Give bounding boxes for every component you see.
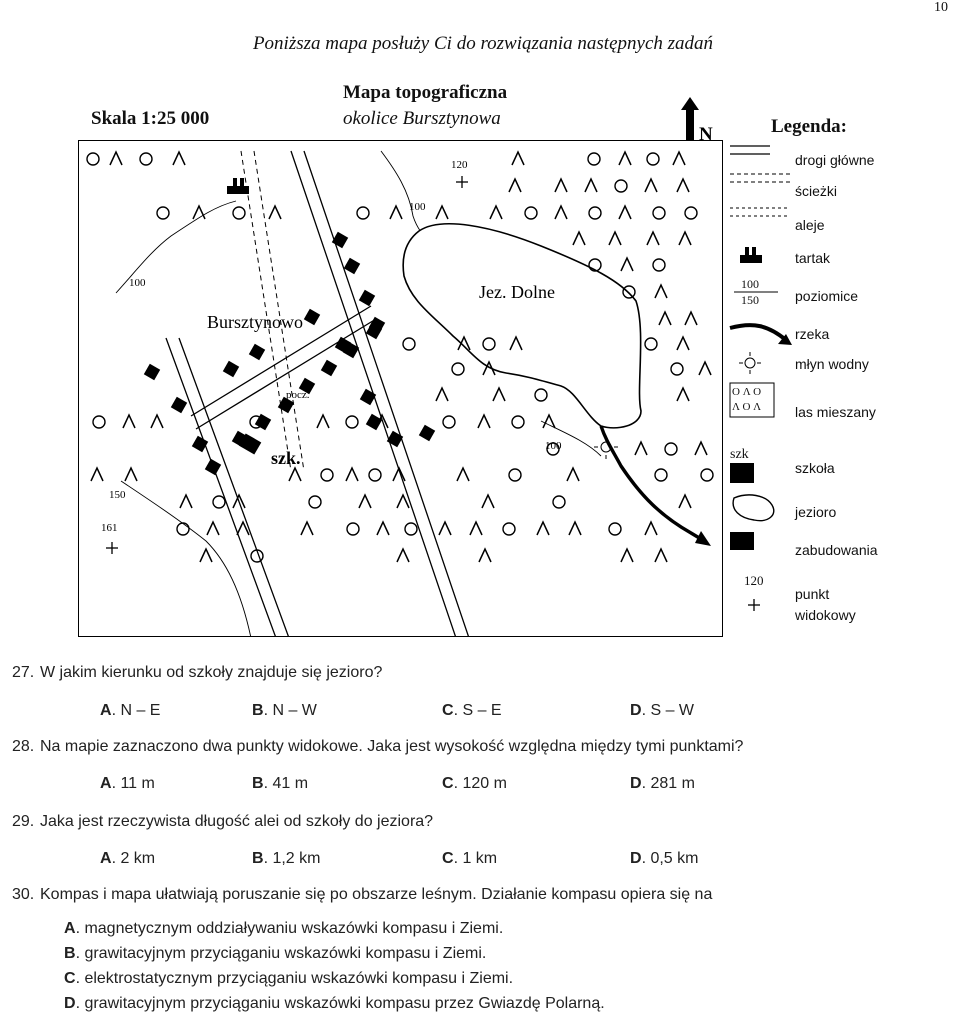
legend-school-abbr: szk [730, 447, 749, 462]
north-arrow-icon [677, 95, 721, 143]
option-28-c: C. 120 m [442, 775, 507, 792]
map-scale: Skala 1:25 000 [91, 108, 210, 129]
legend-alleys: aleje [795, 217, 825, 233]
legend-viewpoint-height: 120 [744, 573, 764, 588]
option-28-a: A. 11 m [100, 775, 155, 792]
legend-forest-sample: O Λ O Λ O Λ [732, 386, 762, 413]
map-legend [728, 140, 960, 640]
legend-water-mill: młyn wodny [795, 356, 869, 372]
legend-roads: drogi główne [795, 152, 875, 168]
legend-river: rzeka [795, 326, 830, 342]
intro-text: Poniższa mapa posłuży Ci do rozwiązania następnych zadań [252, 33, 714, 54]
contour-label-100-west: 100 [129, 277, 146, 289]
legend-lake: jezioro [795, 504, 837, 520]
contour-label-100-south: 100 [545, 440, 562, 452]
option-29-c: C. 1 km [442, 850, 498, 867]
town-label: Bursztynowo [207, 312, 303, 332]
option-27-b: B. N – W [252, 702, 317, 719]
contour-lines [116, 151, 601, 637]
legend-buildings: zabudowania [795, 542, 878, 558]
legend-viewpoint-line1: punkt [795, 586, 830, 602]
legend-contour-values: 100 150 [741, 277, 759, 307]
option-29-a: A. 2 km [100, 850, 156, 867]
viewpoint-height-161: 161 [101, 522, 118, 534]
question-29-number: 29. [12, 813, 35, 830]
legend-mixed-forest: las mieszany [795, 404, 876, 420]
option-27-d: D. S – W [630, 702, 695, 719]
option-28-b: B. 41 m [252, 775, 309, 792]
legend-school: szkoła [795, 460, 835, 476]
question-29-text: Jaka jest rzeczywista długość alei od szkoły do jeziora? [40, 813, 434, 830]
contour-label-100-north: 100 [409, 201, 426, 213]
page-number: 10 [934, 0, 948, 15]
question-27-text: W jakim kierunku od szkoły znajduje się jezioro? [40, 664, 383, 681]
option-29-b: B. 1,2 km [252, 850, 321, 867]
legend-paths: ścieżki [795, 183, 838, 199]
viewpoint-height-120: 120 [451, 159, 468, 171]
building-blocks [144, 232, 435, 475]
legend-title: Legenda: [771, 116, 847, 137]
post-office-label: pocz. [286, 389, 310, 401]
map-title: Mapa topograficzna [343, 82, 508, 103]
option-28-d: D. 281 m [630, 775, 695, 792]
option-27-a: A. N – E [100, 702, 161, 719]
main-roads [166, 151, 469, 637]
topographic-map [78, 140, 723, 637]
option-29-d: D. 0,5 km [630, 850, 699, 867]
question-27-number: 27. [12, 664, 35, 681]
legend-contours: poziomice [795, 288, 859, 304]
option-30-c: C. elektrostatycznym przyciąganiu wskazówki kompasu i Ziemi. [64, 970, 514, 987]
contour-label-150: 150 [109, 489, 126, 501]
option-30-d: D. grawitacyjnym przyciąganiu wskazówki kompasu przez Gwiazdę Polarną. [64, 995, 605, 1012]
lake-label: Jez. Dolne [479, 282, 555, 302]
question-28-number: 28. [12, 738, 35, 755]
lake-outline [403, 224, 641, 428]
option-27-c: C. S – E [442, 702, 502, 719]
option-30-a: A. magnetycznym oddziaływaniu wskazówki kompasu i Ziemi. [64, 920, 504, 937]
option-30-b: B. grawitacyjnym przyciąganiu wskazówki kompasu i Ziemi. [64, 945, 487, 962]
question-30-text: Kompas i mapa ułatwiają poruszanie się po obszarze leśnym. Działanie kompasu opiera się na [40, 886, 713, 903]
north-label: N [699, 124, 713, 143]
legend-sawmill: tartak [795, 250, 831, 266]
question-28-text: Na mapie zaznaczono dwa punkty widokowe. Jaka jest wysokość względna między tymi punktami? [40, 738, 744, 755]
question-30-number: 30. [12, 886, 35, 903]
legend-viewpoint-line2: widokowy [795, 607, 856, 623]
school-label: szk. [271, 448, 301, 468]
map-subtitle: okolice Bursztynowa [343, 108, 501, 129]
